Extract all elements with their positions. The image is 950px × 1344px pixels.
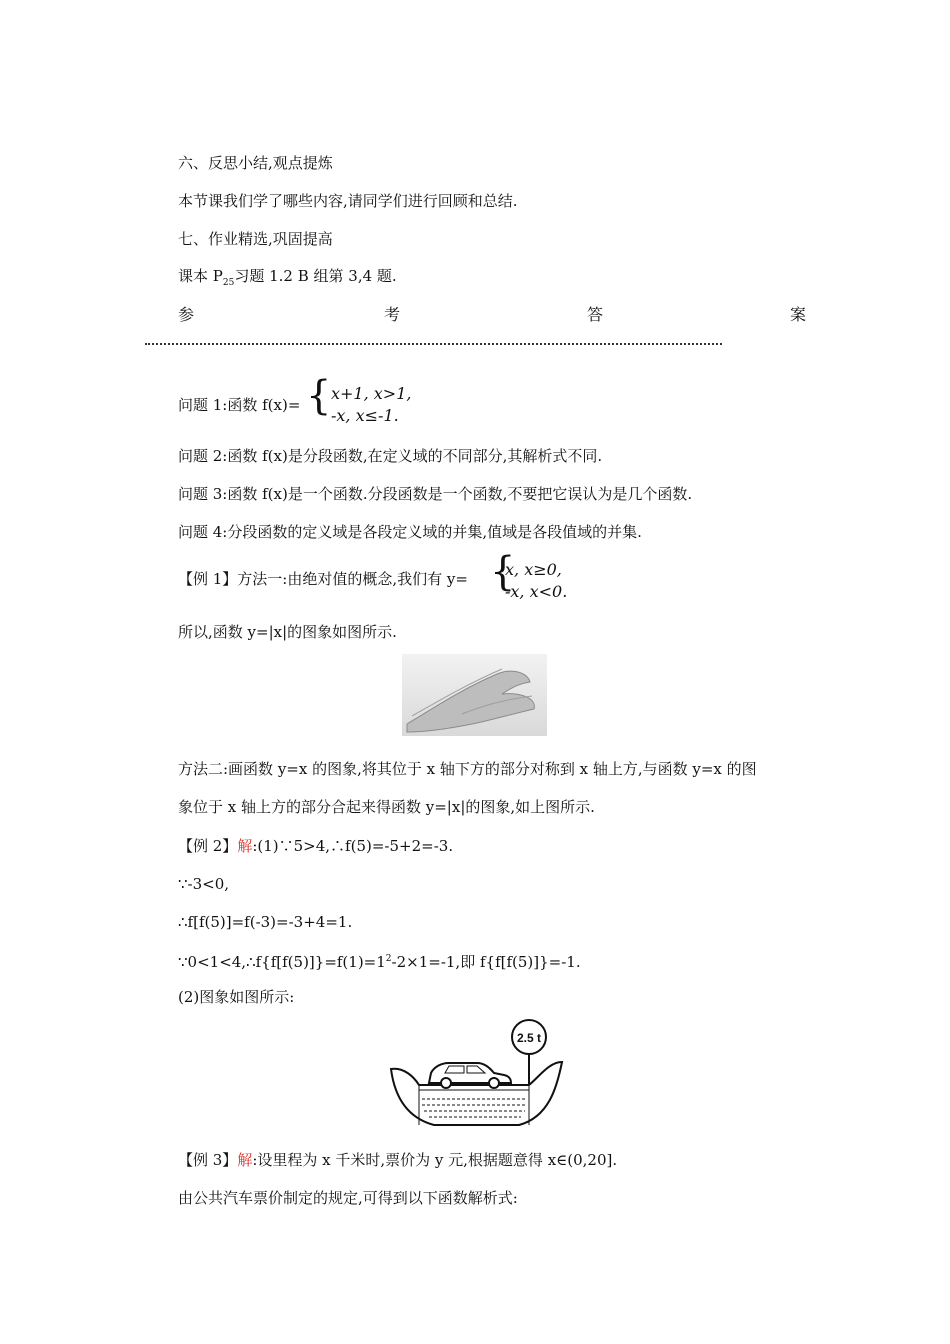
section-6-body: 本节课我们学了哪些内容,请同学们进行回顾和总结.	[178, 192, 518, 210]
answers-heading-char-3: 答	[587, 305, 604, 324]
ex1-brace: {	[490, 549, 516, 595]
ex2-line-2: ∵-3<0,	[178, 875, 230, 893]
hands-photo	[402, 654, 547, 736]
dotted-divider	[145, 343, 722, 345]
ex2-line-5: (2)图象如图所示:	[178, 988, 295, 1006]
section-6-title: 六、反思小结,观点提炼	[178, 154, 333, 172]
ex1-case-1: x, x≥0,	[505, 560, 562, 579]
answers-heading-char-4: 案	[790, 305, 807, 324]
section-7-title: 七、作业精选,巩固提高	[178, 230, 333, 248]
ex1-method2-a: 方法二:画函数 y=x 的图象,将其位于 x 轴下方的部分对称到 x 轴上方,与函数 y=x 的图	[178, 760, 757, 778]
q1-case-1: x+1, x>1,	[331, 384, 412, 403]
bridge-illustration	[389, 1017, 564, 1130]
ex1-case-2: -x, x<0.	[505, 582, 568, 601]
ex2-line-4: $\because 0<1<4,\therefore f\{f[f(5)]\}=f(1)=1^2-2\times 1=-1$,即 f{f[f(5)]}=-1.	[178, 953, 581, 971]
ex3-line-1: 【例 3】解:设里程为 x 千米时,票价为 y 元,根据题意得 x∈(0,20].	[178, 1151, 618, 1169]
q3-text: 问题 3:函数 f(x)是一个函数.分段函数是一个函数,不要把它误认为是几个函数.	[178, 485, 693, 503]
section-7-body: 课本 $P_{25}$习题 1.2 B 组第 3,4 题.	[178, 267, 397, 288]
ex1-method2-b: 象位于 x 轴上方的部分合起来得函数 y=|x|的图象,如上图所示.	[178, 798, 595, 816]
ex1-prefix: 【例 1】方法一:由绝对值的概念,我们有 y=	[178, 570, 468, 588]
answers-heading-char-1: 参	[178, 305, 195, 324]
q1-prefix: 问题 1:函数 f(x)=	[178, 396, 301, 414]
ex3-line-2: 由公共汽车票价制定的规定,可得到以下函数解析式:	[178, 1189, 518, 1207]
ex2-line-1: 【例 2】解:(1)∵5>4,∴f(5)=-5+2=-3.	[178, 837, 454, 855]
q1-brace: {	[306, 373, 332, 419]
answers-heading-char-2: 考	[384, 305, 401, 324]
q2-text: 问题 2:函数 f(x)是分段函数,在定义域的不同部分,其解析式不同.	[178, 447, 603, 465]
ex2-line-3: ∴f[f(5)]=f(-3)=-3+4=1.	[178, 913, 353, 931]
q4-text: 问题 4:分段函数的定义域是各段定义域的并集,值域是各段值域的并集.	[178, 523, 642, 541]
weight-sign-text: 2.5 t	[516, 1031, 542, 1045]
ex1-line-2: 所以,函数 y=|x|的图象如图所示.	[178, 623, 397, 641]
q1-case-2: -x, x≤-1.	[331, 406, 399, 425]
